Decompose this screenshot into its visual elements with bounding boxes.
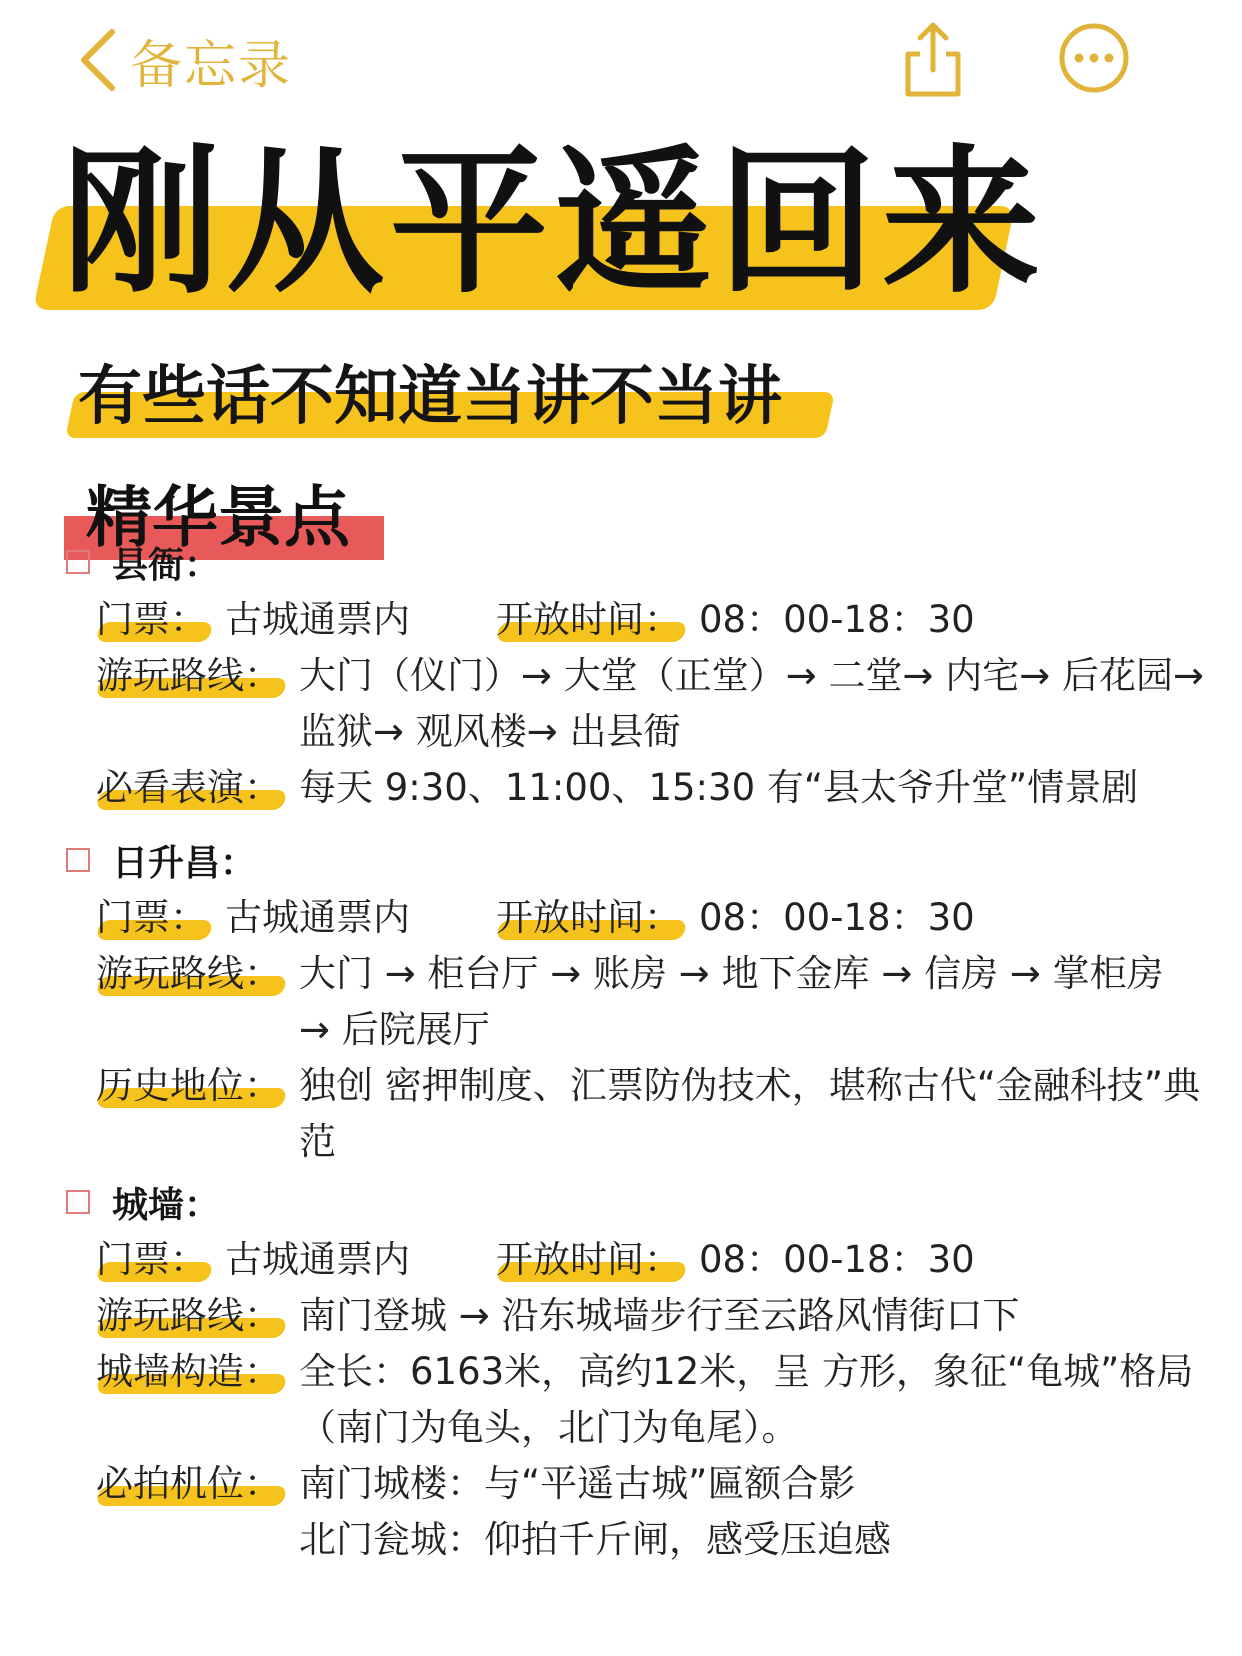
checkbox[interactable] <box>66 550 90 574</box>
spot-name: 城墙： <box>112 1184 221 1226</box>
photo-spot-value: 南门城楼：与“平遥古城”匾额合影 北门瓮城：仰拍千斤闸，感受压迫感 <box>299 1462 891 1561</box>
ticket-label: 门票： <box>96 890 225 946</box>
ticket-value: 古城通票内 <box>225 1238 410 1281</box>
route-row <box>96 1288 1206 1344</box>
spot-item <box>66 830 1206 1170</box>
photo-spot-label: 必拍机位： <box>96 1456 299 1512</box>
spot-header <box>66 532 1206 592</box>
hours-value: 08：00-18：30 <box>699 896 975 939</box>
spot-item <box>66 532 1216 816</box>
hours-value: 08：00-18：30 <box>699 1238 975 1281</box>
history-label: 历史地位： <box>96 1058 299 1114</box>
back-label: 备忘录 <box>130 35 293 96</box>
history-row <box>96 1058 1206 1170</box>
spot-name: 日升昌： <box>112 842 257 884</box>
share-button[interactable] <box>900 20 966 100</box>
route-row <box>96 648 1216 760</box>
hours-label: 开放时间： <box>496 890 699 946</box>
route-value: 大门 → 柜台厅 → 账房 → 地下金库 → 信房 → 掌柜房 → 后院展厅 <box>299 952 1176 1051</box>
route-label: 游玩路线： <box>96 946 299 1002</box>
ticket-row <box>96 890 1206 946</box>
route-value: 南门登城 → 沿东城墙步行至云路风情街口下 <box>299 1294 1020 1337</box>
nav-bar <box>0 0 1242 120</box>
checkbox[interactable] <box>66 1190 90 1214</box>
chevron-left-icon <box>78 28 118 92</box>
spot-header <box>66 1172 1206 1232</box>
checkbox[interactable] <box>66 848 90 872</box>
hours-label: 开放时间： <box>496 1232 699 1288</box>
more-button[interactable] <box>1058 22 1130 94</box>
performance-label: 必看表演： <box>96 760 299 816</box>
spot-name: 县衙： <box>112 544 221 586</box>
more-icon <box>1058 79 1130 98</box>
ticket-row <box>96 592 1206 648</box>
page-subtitle: 有些话不知道当讲不当讲 <box>78 360 782 434</box>
title-block <box>28 128 1046 318</box>
ticket-row <box>96 1232 1206 1288</box>
back-button[interactable] <box>78 22 292 98</box>
share-icon <box>900 85 966 104</box>
spot-header <box>66 830 1206 890</box>
route-label: 游玩路线： <box>96 648 299 704</box>
ticket-label: 门票： <box>96 592 225 648</box>
structure-label: 城墙构造： <box>96 1344 299 1400</box>
route-label: 游玩路线： <box>96 1288 299 1344</box>
structure-row <box>96 1344 1206 1456</box>
page-title: 刚从平遥回来 <box>62 131 1046 315</box>
performance-row <box>96 760 1206 816</box>
photo-spot-row <box>96 1456 1206 1568</box>
section-title: 精华景点 <box>86 479 350 556</box>
hours-value: 08：00-18：30 <box>699 598 975 641</box>
structure-value: 全长：6163米，高约12米，呈 方形，象征“龟城”格局（南门为龟头，北门为龟尾）。 <box>299 1350 1194 1449</box>
ticket-label: 门票： <box>96 1232 225 1288</box>
route-value: 大门（仪门）→ 大堂（正堂）→ 二堂→ 内宅→ 后花园→ 监狱→ 观风楼→ 出县衙 <box>299 654 1216 753</box>
subtitle-block <box>60 352 840 452</box>
spot-item <box>66 1172 1206 1568</box>
hours-label: 开放时间： <box>496 592 699 648</box>
ticket-value: 古城通票内 <box>225 598 410 641</box>
history-value: 独创 密押制度、汇票防伪技术，堪称古代“金融科技”典范 <box>299 1064 1201 1163</box>
route-row <box>96 946 1206 1058</box>
ticket-value: 古城通票内 <box>225 896 410 939</box>
performance-value: 每天 9:30、11:00、15:30 有“县太爷升堂”情景剧 <box>299 766 1139 809</box>
